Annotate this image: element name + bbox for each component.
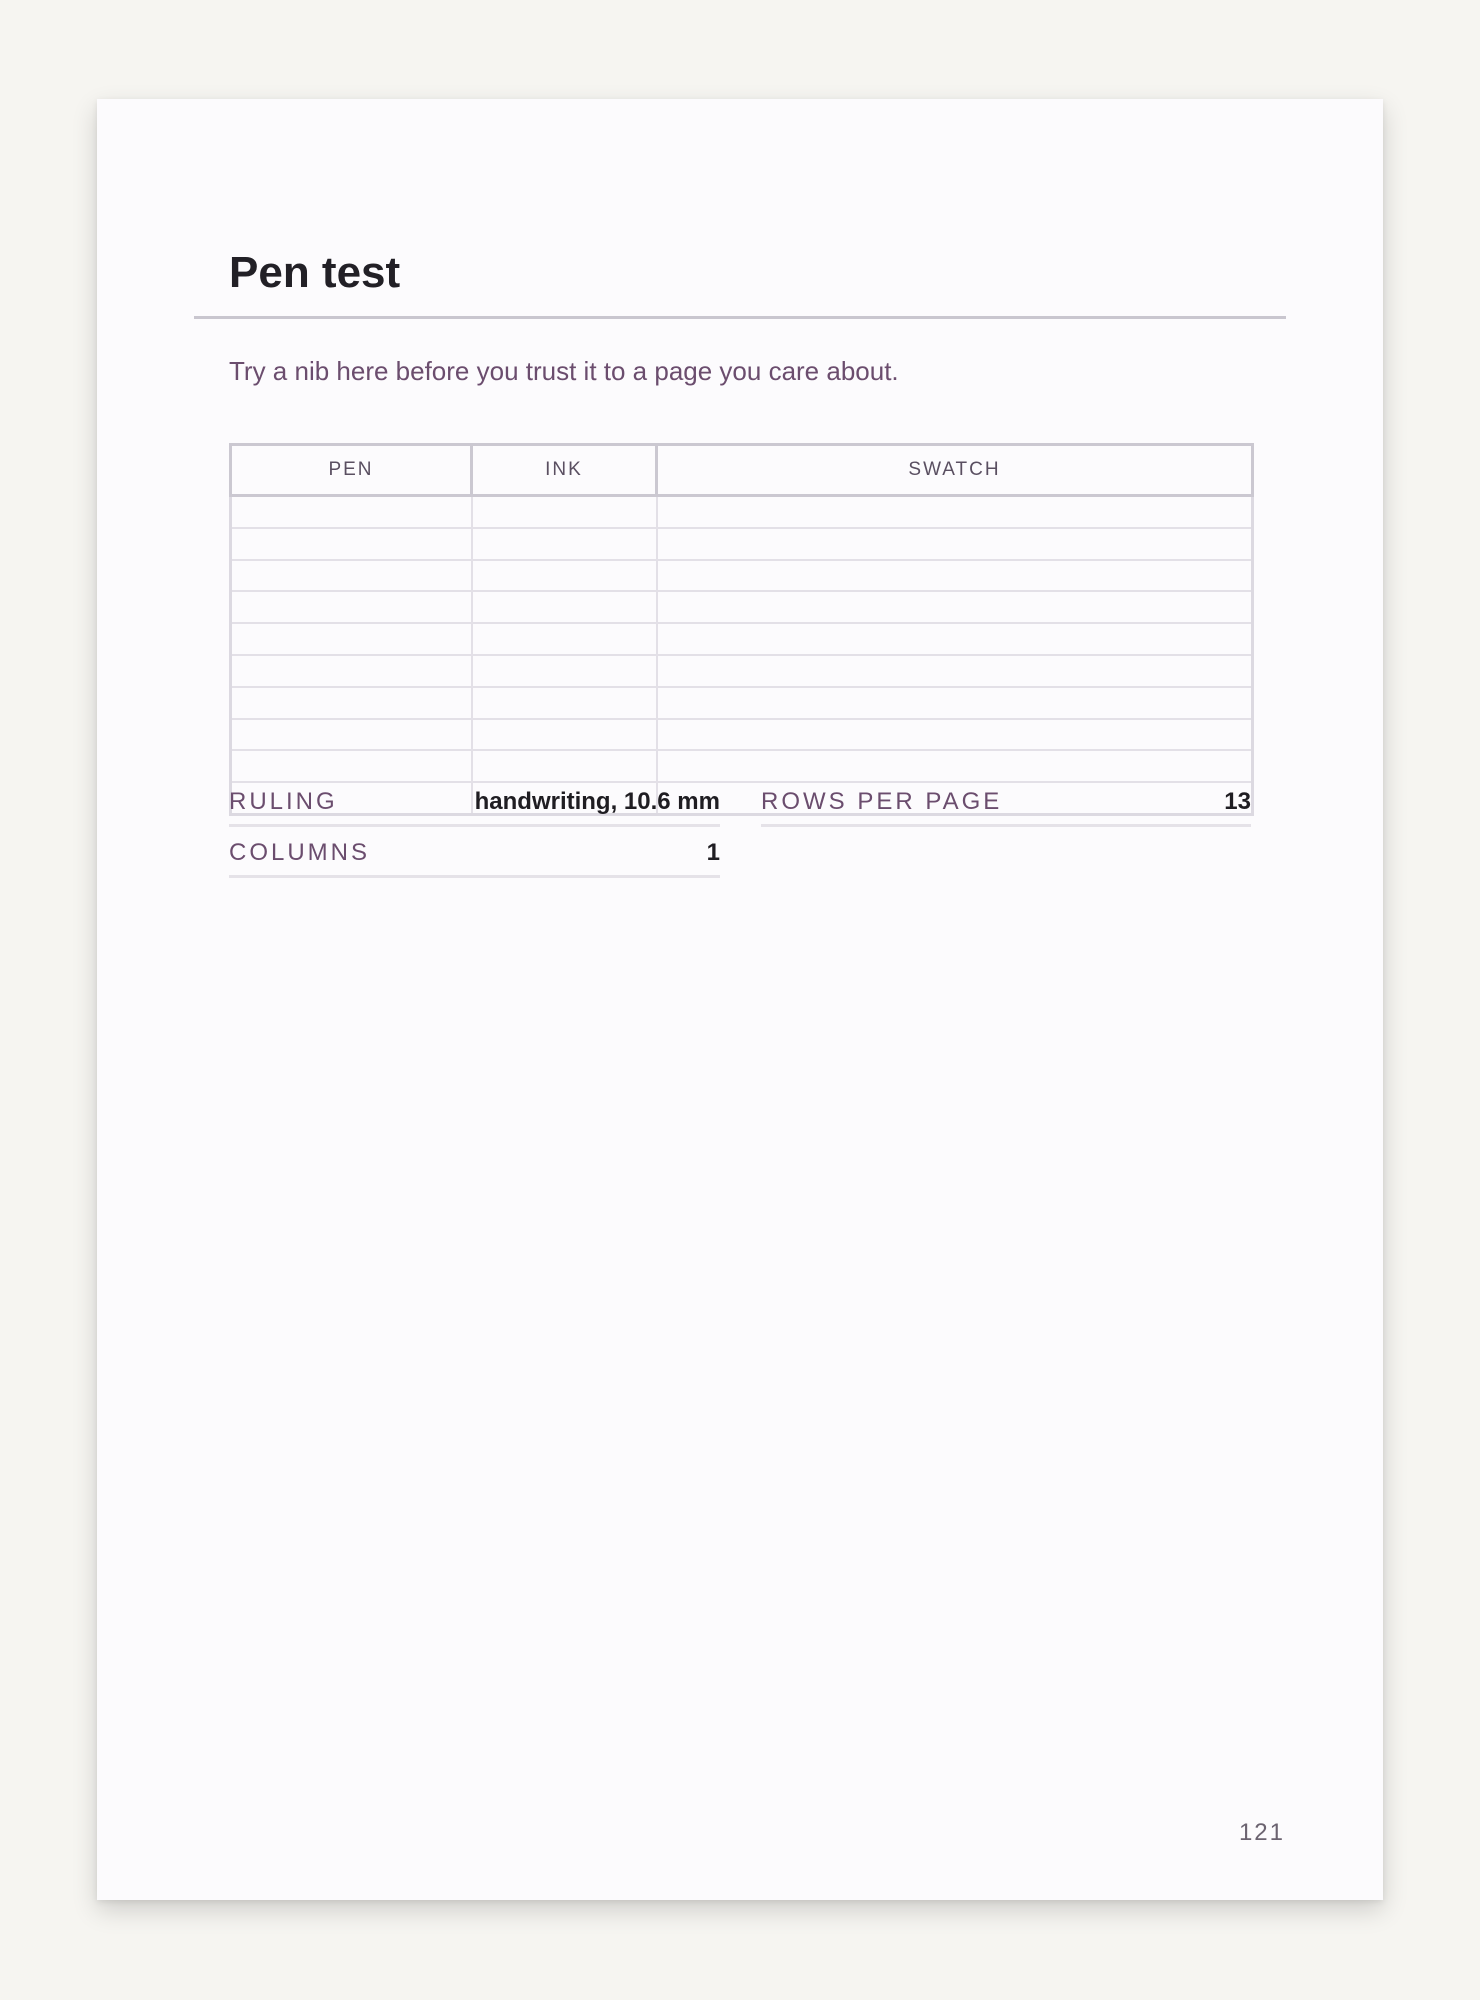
- table-row: [231, 591, 1253, 623]
- column-header-swatch: SWATCH: [657, 445, 1253, 496]
- ink-cell: [472, 623, 657, 655]
- ink-cell: [472, 528, 657, 560]
- column-header-pen: PEN: [231, 445, 472, 496]
- spec-columns: [229, 830, 720, 878]
- table-row: [231, 719, 1253, 751]
- spec-ruling-label: RULING: [229, 787, 338, 815]
- swatch-cell: [657, 623, 1253, 655]
- table-row: [231, 528, 1253, 560]
- page-number: 121: [1238, 1819, 1285, 1846]
- table-row: [231, 655, 1253, 687]
- notebook-page: [97, 99, 1383, 1900]
- ink-cell: [472, 591, 657, 623]
- swatch-cell: [657, 496, 1253, 528]
- swatch-cell: [657, 719, 1253, 751]
- page-title: Pen test: [229, 248, 401, 297]
- spec-ruling: [229, 779, 720, 827]
- spec-ruling-value: handwriting, 10.6 mm: [474, 787, 720, 815]
- table-header-row: [231, 445, 1253, 496]
- page-subtitle: Try a nib here before you trust it to a page you care about.: [229, 356, 899, 386]
- pen-cell: [231, 750, 472, 782]
- spec-rows-value: 13: [1224, 787, 1251, 815]
- swatch-cell: [657, 560, 1253, 592]
- spec-rows-label: ROWS PER PAGE: [761, 787, 1003, 815]
- ink-cell: [472, 750, 657, 782]
- pen-cell: [231, 591, 472, 623]
- swatch-cell: [657, 528, 1253, 560]
- table-row: [231, 496, 1253, 528]
- spec-rows-per-page: [761, 779, 1251, 827]
- spec-columns-label: COLUMNS: [229, 838, 371, 866]
- swatch-cell: [657, 750, 1253, 782]
- pen-cell: [231, 719, 472, 751]
- pen-cell: [231, 560, 472, 592]
- table-row: [231, 687, 1253, 719]
- table-row: [231, 750, 1253, 782]
- swatch-cell: [657, 591, 1253, 623]
- pen-cell: [231, 496, 472, 528]
- pen-test-table: [229, 443, 1254, 816]
- pen-cell: [231, 655, 472, 687]
- ink-cell: [472, 719, 657, 751]
- table-row: [231, 623, 1253, 655]
- table-body: [231, 496, 1253, 815]
- spec-columns-value: 1: [706, 838, 720, 866]
- ink-cell: [472, 496, 657, 528]
- title-divider: [194, 316, 1286, 319]
- pen-cell: [231, 687, 472, 719]
- ink-cell: [472, 655, 657, 687]
- swatch-cell: [657, 687, 1253, 719]
- table-row: [231, 560, 1253, 592]
- swatch-cell: [657, 655, 1253, 687]
- ink-cell: [472, 560, 657, 592]
- pen-cell: [231, 528, 472, 560]
- column-header-ink: INK: [472, 445, 657, 496]
- ink-cell: [472, 687, 657, 719]
- pen-cell: [231, 623, 472, 655]
